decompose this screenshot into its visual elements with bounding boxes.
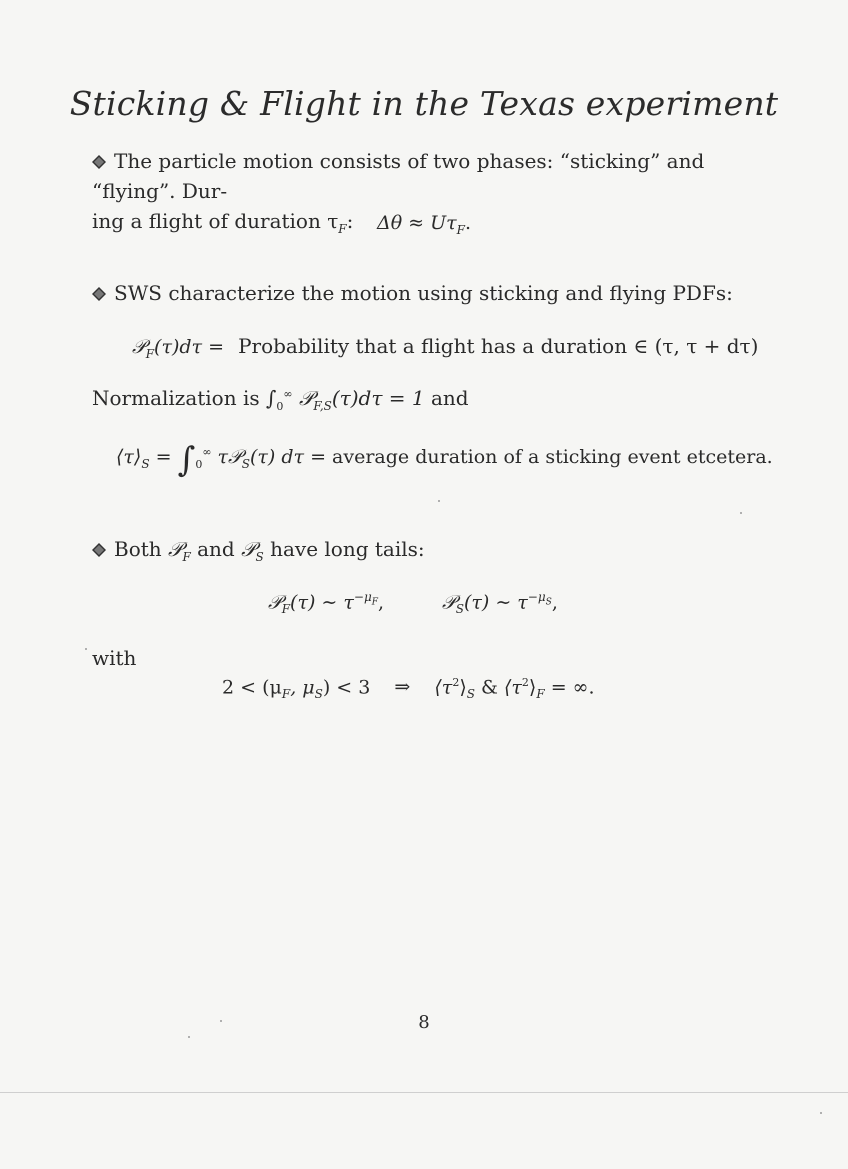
avg-lhs: ⟨τ⟩ [116,446,142,468]
result-b: ⟨τ [503,676,522,699]
avg-body-rest: (τ) dτ = [249,446,326,468]
average-duration-line [116,440,773,480]
section-3-mid: and [197,537,235,561]
normalization-rest: (τ)dτ = 1 [331,386,425,410]
avg-upper: ∞ [202,445,212,459]
section-3-suffix: have long tails: [270,537,425,561]
pdf-def-rhs: Probability that a flight has a duration ∈ (τ, τ + dτ) [238,334,759,358]
pdf-def-symbol: 𝒫 [132,336,146,358]
scan-speck [220,1020,222,1022]
equation-delta-theta-sub: F [456,222,465,237]
normalization-line [92,386,469,413]
result-b-close: ⟩ [528,676,537,699]
normalization-lower: 0 [276,400,284,413]
tail-S-end: , [551,591,558,614]
tail-F-sub: F [281,602,291,617]
cond-mid: , μ [290,676,315,699]
pdf-def-sub: F [145,346,155,361]
tail-S-rest: (τ) ∼ τ [463,591,528,614]
diamond-bullet-icon [92,287,106,301]
section-1-line2-end: : [346,209,354,233]
tail-F-equation [268,590,384,616]
section-2-paragraph [92,278,752,308]
normalization-suffix: and [430,386,469,410]
cond-rhs: ) < 3 [322,676,371,699]
scan-speck [740,512,742,514]
section-3-pf-sub: F [182,550,191,564]
section-3-prefix: Both [114,537,162,561]
normalization-integral: ∫ [265,386,277,410]
tail-S-sub: S [455,602,464,617]
tail-F-symbol: 𝒫 [268,591,282,614]
result-a-sup: 2 [452,676,460,689]
equation-delta-theta [0,212,848,237]
tail-S-exp-sub: S [545,597,552,608]
section-1-line2-sub: F [338,222,347,236]
result-b-sub: F [536,687,545,702]
avg-body-sub: S [241,456,250,471]
tail-S-equation [442,590,558,616]
avg-lhs-sub: S [141,456,150,471]
result-a: ⟨τ [434,676,453,699]
implies-arrow: ⇒ [394,676,411,699]
scan-speck [188,1036,190,1038]
equation-delta-theta-main: Δθ ≈ Uτ [376,212,457,234]
section-1-line2-text: ing a flight of duration τ [92,209,339,233]
result-end: = ∞. [550,676,595,699]
scan-speck [820,1112,822,1114]
normalization-prefix: Normalization is [92,386,260,410]
diamond-bullet-icon [92,155,106,169]
with-label: with [92,646,137,670]
normalization-sub: F,S [313,399,332,413]
page-number: 8 [418,1012,430,1033]
pdf-definition [132,334,758,361]
scan-edge-line [0,1092,848,1093]
result-a-close: ⟩ [459,676,467,699]
tail-F-exp: −μ [353,590,372,604]
avg-integral: ∫ [177,440,196,480]
page-title: Sticking & Flight in the Texas experiment [69,84,779,123]
result-a-sub: S [466,687,475,702]
section-2-text: SWS characterize the motion using sticking and flying PDFs: [114,281,733,305]
result-ampersand: & [481,676,498,699]
avg-body: τ𝒫 [217,446,242,468]
tail-S-exp: −μ [527,590,546,604]
scan-speck [438,500,440,502]
tail-S-symbol: 𝒫 [442,591,456,614]
avg-rhs: average duration of a sticking event etcetera. [332,446,773,468]
tail-F-rest: (τ) ∼ τ [290,591,354,614]
section-3-ps-sub: S [255,550,264,564]
section-3-ps: 𝒫 [241,537,256,561]
condition-equation [222,676,595,701]
scan-speck [85,648,87,650]
avg-equals: = [155,446,172,468]
avg-lower: 0 [195,457,203,471]
tail-F-exp-sub: F [371,597,378,608]
pdf-def-rest: (τ)dτ = [154,336,225,358]
section-3-pf: 𝒫 [168,537,183,561]
normalization-body: 𝒫 [298,386,314,410]
cond-lhs: 2 < (μ [222,676,282,699]
section-3-paragraph [92,534,752,572]
tail-F-end: , [378,591,385,614]
normalization-upper: ∞ [283,387,293,401]
cond-sub1: F [281,687,291,702]
result-b-sup: 2 [521,676,529,689]
diamond-bullet-icon [92,543,106,557]
equation-delta-theta-end: . [464,212,472,234]
section-1-line1: The particle motion consists of two phases: “sticking” and “flying”. Dur- [92,149,705,203]
cond-sub2: S [314,687,323,702]
